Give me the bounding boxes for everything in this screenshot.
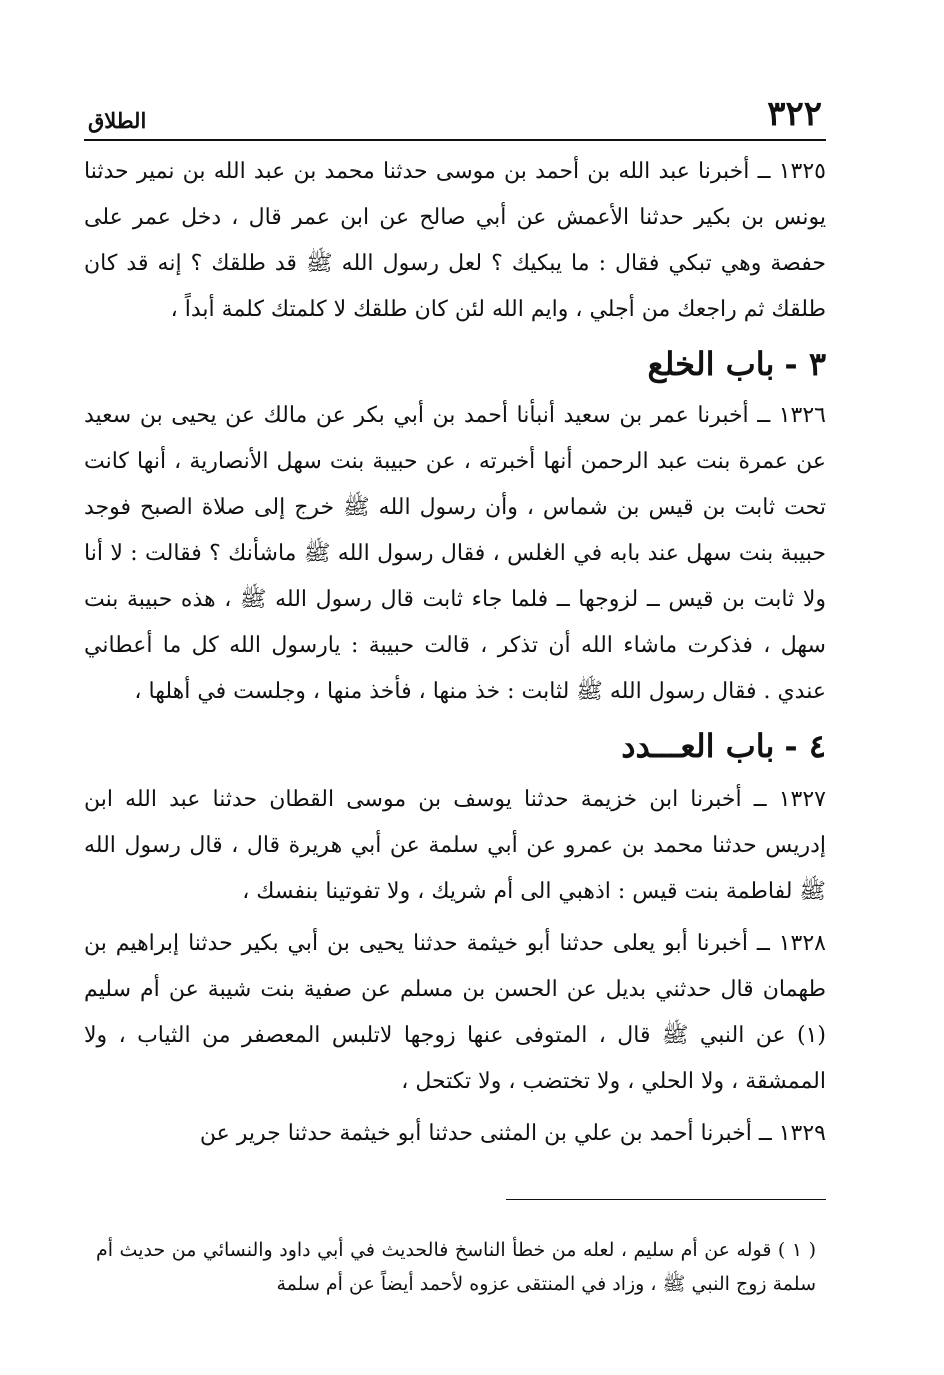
- chapter-title: باب الخلع: [647, 345, 775, 383]
- chapter-title: باب العـــدد: [621, 727, 775, 765]
- chapter-heading-khul: [84, 339, 826, 389]
- hadith-1329: ١٣٢٩ ــ أخبرنا أحمد بن علي بن المثنى حدثنا أبو خيثمة حدثنا جرير عن: [199, 1121, 826, 1146]
- page-content: [84, 95, 826, 1157]
- hadith-1328: ١٣٢٨ ــ أخبرنا أبو يعلى حدثنا أبو خيثمة حدثنا يحيى بن أبي بكير حدثنا إبراهيم بن طهمان قال حدثني بديل عن الحسن بن مسلم عن صفية بنت شيبة عن أم سليم (١) عن النبي ﷺ قال ، المتوفى عنها زوجها لاتلبس المعصفر من الثياب ، ولا الممشقة ، ولا الحلي ، ولا تختضب ، ولا تكتحل ،: [84, 931, 826, 1094]
- footnote: ( ١ ) قوله عن أم سليم ، لعله من خطأ الناسخ فالحديث في أبي داود والنسائي من حديث أم سلمة زوج النبي ﷺ ، وزاد في المنتقى عزوه لأحمد أيضاً عن أم سلمة: [96, 1239, 816, 1295]
- running-title: الطلاق: [88, 108, 147, 133]
- chapter-number: ٤ -: [784, 727, 826, 765]
- chapter-number: ٣ -: [784, 345, 826, 383]
- hadith-1326: ١٣٢٦ ــ أخبرنا عمر بن سعيد أنبأنا أحمد بن أبي بكر عن مالك عن يحيى بن سعيد عن عمرة بنت عبد الرحمن أنها أخبرته ، عن حبيبة بنت سهل الأنصارية ، أنها كانت تحت ثابت بن قيس بن شماس ، وأن رسول الله ﷺ خرج إلى صلاة الصبح فوجد حبيبة بنت سهل عند بابه في الغلس ، فقال رسول الله ﷺ ماشأنك ؟ فقالت : لا أنا ولا ثابت بن قيس ــ لزوجها ــ فلما جاء ثابت قال رسول الله ﷺ ، هذه حبيبة بنت سهل ، فذكرت ماشاء الله أن تذكر ، قالت حبيبة : يارسول الله كل ما أعطاني عندي . فقال رسول الله ﷺ لثابت : خذ منها ، فأخذ منها ، وجلست في أهلها ،: [84, 403, 826, 704]
- hadith-1327: ١٣٢٧ ــ أخبرنا ابن خزيمة حدثنا يوسف بن موسى القطان حدثنا عبد الله ابن إدريس حدثنا محمد بن عمرو عن أبي سلمة عن أبي هريرة قال ، قال رسول الله ﷺ لفاطمة بنت قيس : اذهبي الى أم شريك ، ولا تفوتينا بنفسك ،: [84, 787, 826, 904]
- page-header: [84, 95, 826, 141]
- chapter-heading-idda: [84, 721, 826, 771]
- main-text: [84, 149, 826, 1157]
- hadith-1325: ١٣٢٥ ــ أخبرنا عبد الله بن أحمد بن موسى حدثنا محمد بن عبد الله بن نمير حدثنا يونس بن بكير حدثنا الأعمش عن أبي صالح عن ابن عمر قال ، دخل عمر على حفصة وهي تبكي فقال : ما يبكيك ؟ لعل رسول الله ﷺ قد طلقك ؟ إنه قد كان طلقك ثم راجعك من أجلي ، وايم الله لئن كان طلقك لا كلمتك كلمة أبداً ،: [84, 159, 826, 322]
- page-number: ٣٢٢: [767, 94, 822, 134]
